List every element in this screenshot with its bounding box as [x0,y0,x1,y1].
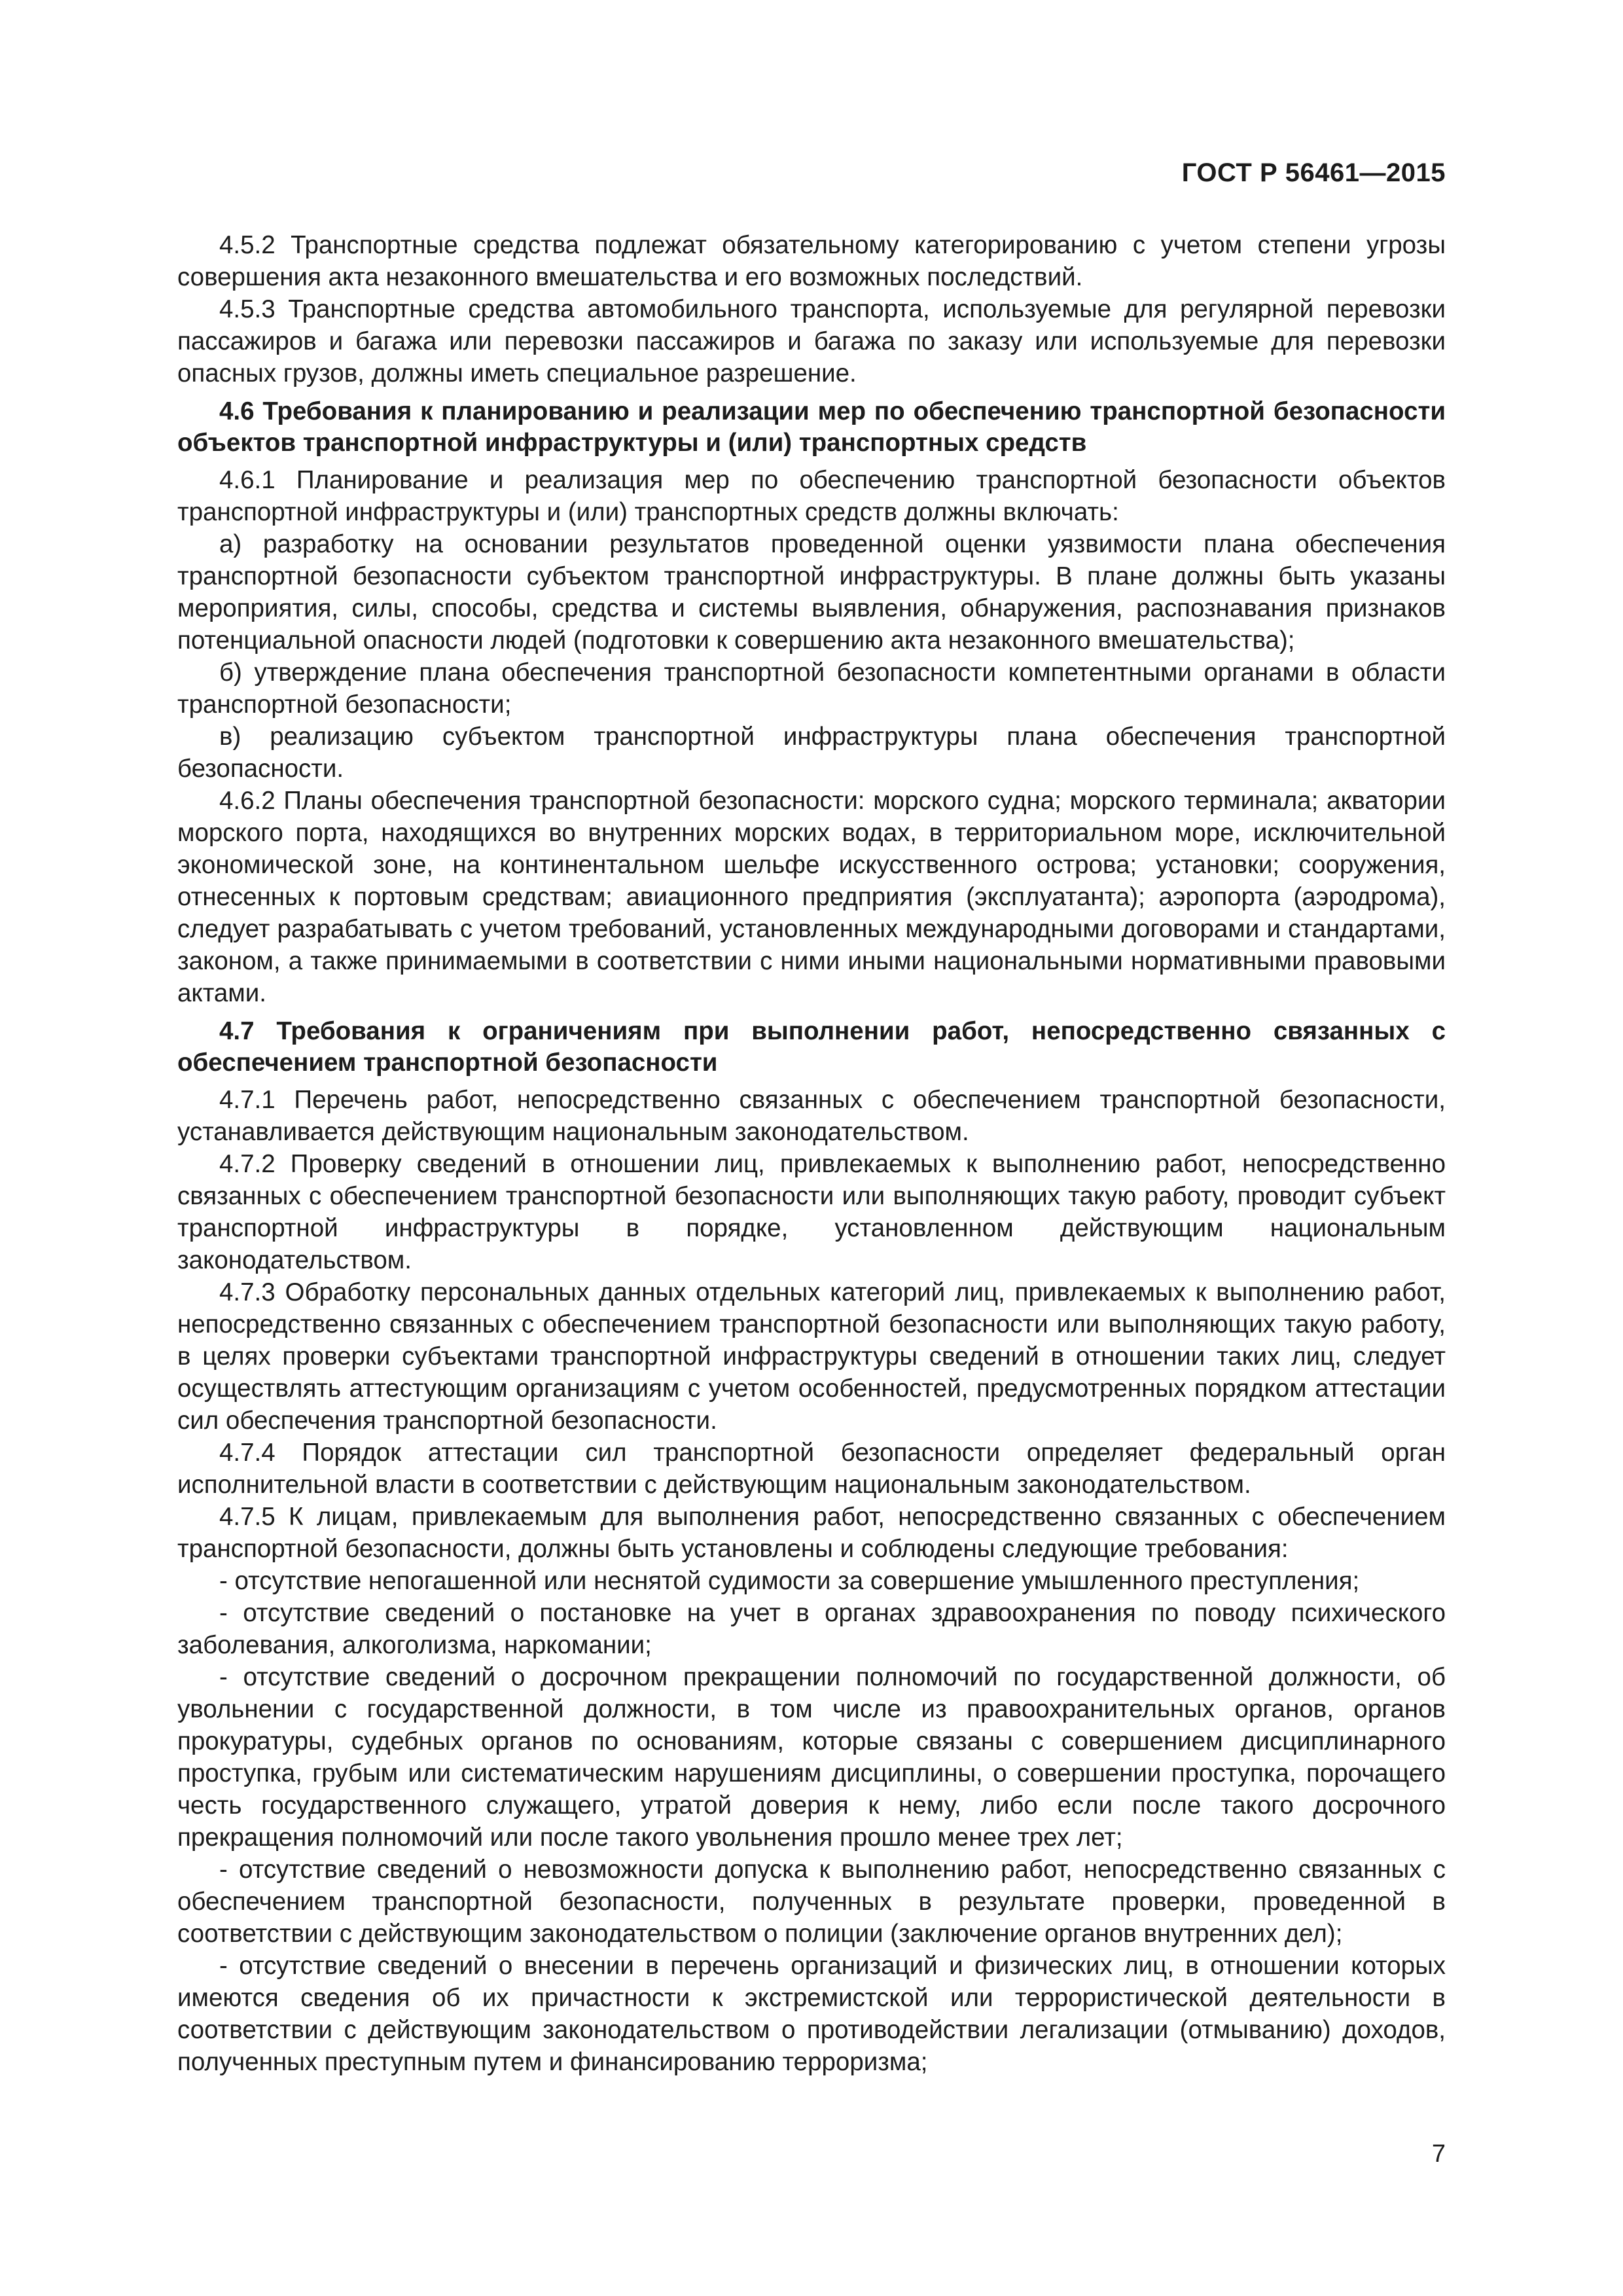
paragraph-4-7-3: 4.7.3 Обработку персональных данных отдельных категорий лиц, привлекаемых к выполнению работ, непосредственно связанных с обеспечением транспортной безопасности или выполняющих такую работу, в целях проверки субъектами транспортной инфраструктуры сведений в отношении таких лиц, следует осуществлять аттестующим организациям с учетом особенностей, предусмотренных порядком аттестации сил обеспечения транспортной безопасности. [177,1278,1446,1435]
paragraph-4-7-2: 4.7.2 Проверку сведений в отношении лиц, привлекаемых к выполнению работ, непосредственно связанных с обеспечением транспортной безопасности или выполняющих такую работу, проводит субъект транспортной инфраструктуры в порядке, установленном действующим национальным законодательством. [177,1150,1446,1274]
page-body [177,229,1446,2078]
list-item-b: б) утверждение плана обеспечения транспортной безопасности компетентными органами в области транспортной безопасности; [177,658,1446,719]
paragraph-4-6-1: 4.6.1 Планирование и реализация мер по обеспечению транспортной безопасности объектов транспортной инфраструктуры и (или) транспортных средств должны включать: [177,466,1446,526]
requirement-item-1: - отсутствие непогашенной или неснятой судимости за совершение умышленного преступления; [219,1567,1360,1595]
paragraph-4-7-5: 4.7.5 К лицам, привлекаемым для выполнения работ, непосредственно связанных с обеспечением транспортной безопасности, должны быть установлены и соблюдены следующие требования: [177,1503,1446,1563]
section-heading-4-7: 4.7 Требования к ограничениям при выполнении работ, непосредственно связанных с обеспечением транспортной безопасности [177,1017,1446,1077]
list-item-v: в) реализацию субъектом транспортной инфраструктуры плана обеспечения транспортной безопасности. [177,723,1446,783]
paragraph-4-7-4: 4.7.4 Порядок аттестации сил транспортной безопасности определяет федеральный орган исполнительной власти в соответствии с действующим национальным законодательством. [177,1439,1446,1499]
paragraph-4-5-3: 4.5.3 Транспортные средства автомобильного транспорта, используемые для регулярной перевозки пассажиров и багажа или перевозки пассажиров и багажа по заказу или используемые для перевозки опасных грузов, должны иметь специальное разрешение. [177,295,1446,387]
section-heading-4-6: 4.6 Требования к планированию и реализации мер по обеспечению транспортной безопасности объектов транспортной инфраструктуры и (или) транспортных средств [177,397,1446,457]
requirement-item-5: - отсутствие сведений о внесении в перечень организаций и физических лиц, в отношении которых имеются сведения об их причастности к экстремистской или террористической деятельности в соответствии с действующим законодательством о противодействии легализации (отмыванию) доходов, полученных преступным путем и финансированию терроризма; [177,1952,1446,2076]
requirement-item-3: - отсутствие сведений о досрочном прекращении полномочий по государственной должности, об увольнении с государственной должности, в том числе из правоохранительных органов, органов прокуратуры, судебных органов по основаниям, которые связаны с совершением дисциплинарного проступка, грубым или систематическим нарушениям дисциплины, о совершении проступка, порочащего честь государственного служащего, утратой доверия к нему, либо если после такого досрочного прекращения полномочий или после такого увольнения прошло менее трех лет; [177,1663,1446,1852]
requirement-item-4: - отсутствие сведений о невозможности допуска к выполнению работ, непосредственно связанных с обеспечением транспортной безопасности, полученных в результате проверки, проведенной в соответствии с действующим законодательством о полиции (заключение органов внутренних дел); [177,1856,1446,1948]
document-number: ГОСТ Р 56461—2015 [1181,158,1446,187]
list-item-a: а) разработку на основании результатов проведенной оценки уязвимости плана обеспечения транспортной безопасности субъектом транспортной инфраструктуры. В плане должны быть указаны мероприятия, силы, способы, средства и системы выявления, обнаружения, распознавания признаков потенциальной опасности людей (подготовки к совершению акта незаконного вмешательства); [177,530,1446,655]
paragraph-4-6-2: 4.6.2 Планы обеспечения транспортной безопасности: морского судна; морского терминала; акватории морского порта, находящихся во внутренних морских водах, в территориальном море, исключительной экономической зоне, на континентальном шельфе искусственного острова; установки; сооружения, отнесенных к портовым средствам; авиационного предприятия (эксплуатанта); аэропорта (аэродрома), следует разрабатывать с учетом требований, установленных международными договорами и стандартами, законом, а также принимаемыми в соответствии с ними иными национальными нормативными правовыми актами. [177,787,1446,1007]
paragraph-4-7-1: 4.7.1 Перечень работ, непосредственно связанных с обеспечением транспортной безопасности, устанавливается действующим национальным законодательством. [177,1086,1446,1146]
paragraph-4-5-2: 4.5.2 Транспортные средства подлежат обязательному категорированию с учетом степени угрозы совершения акта незаконного вмешательства и его возможных последствий. [177,231,1446,291]
page-number: 7 [1431,2140,1446,2168]
requirement-item-2: - отсутствие сведений о постановке на учет в органах здравоохранения по поводу психического заболевания, алкоголизма, наркомании; [177,1599,1446,1659]
